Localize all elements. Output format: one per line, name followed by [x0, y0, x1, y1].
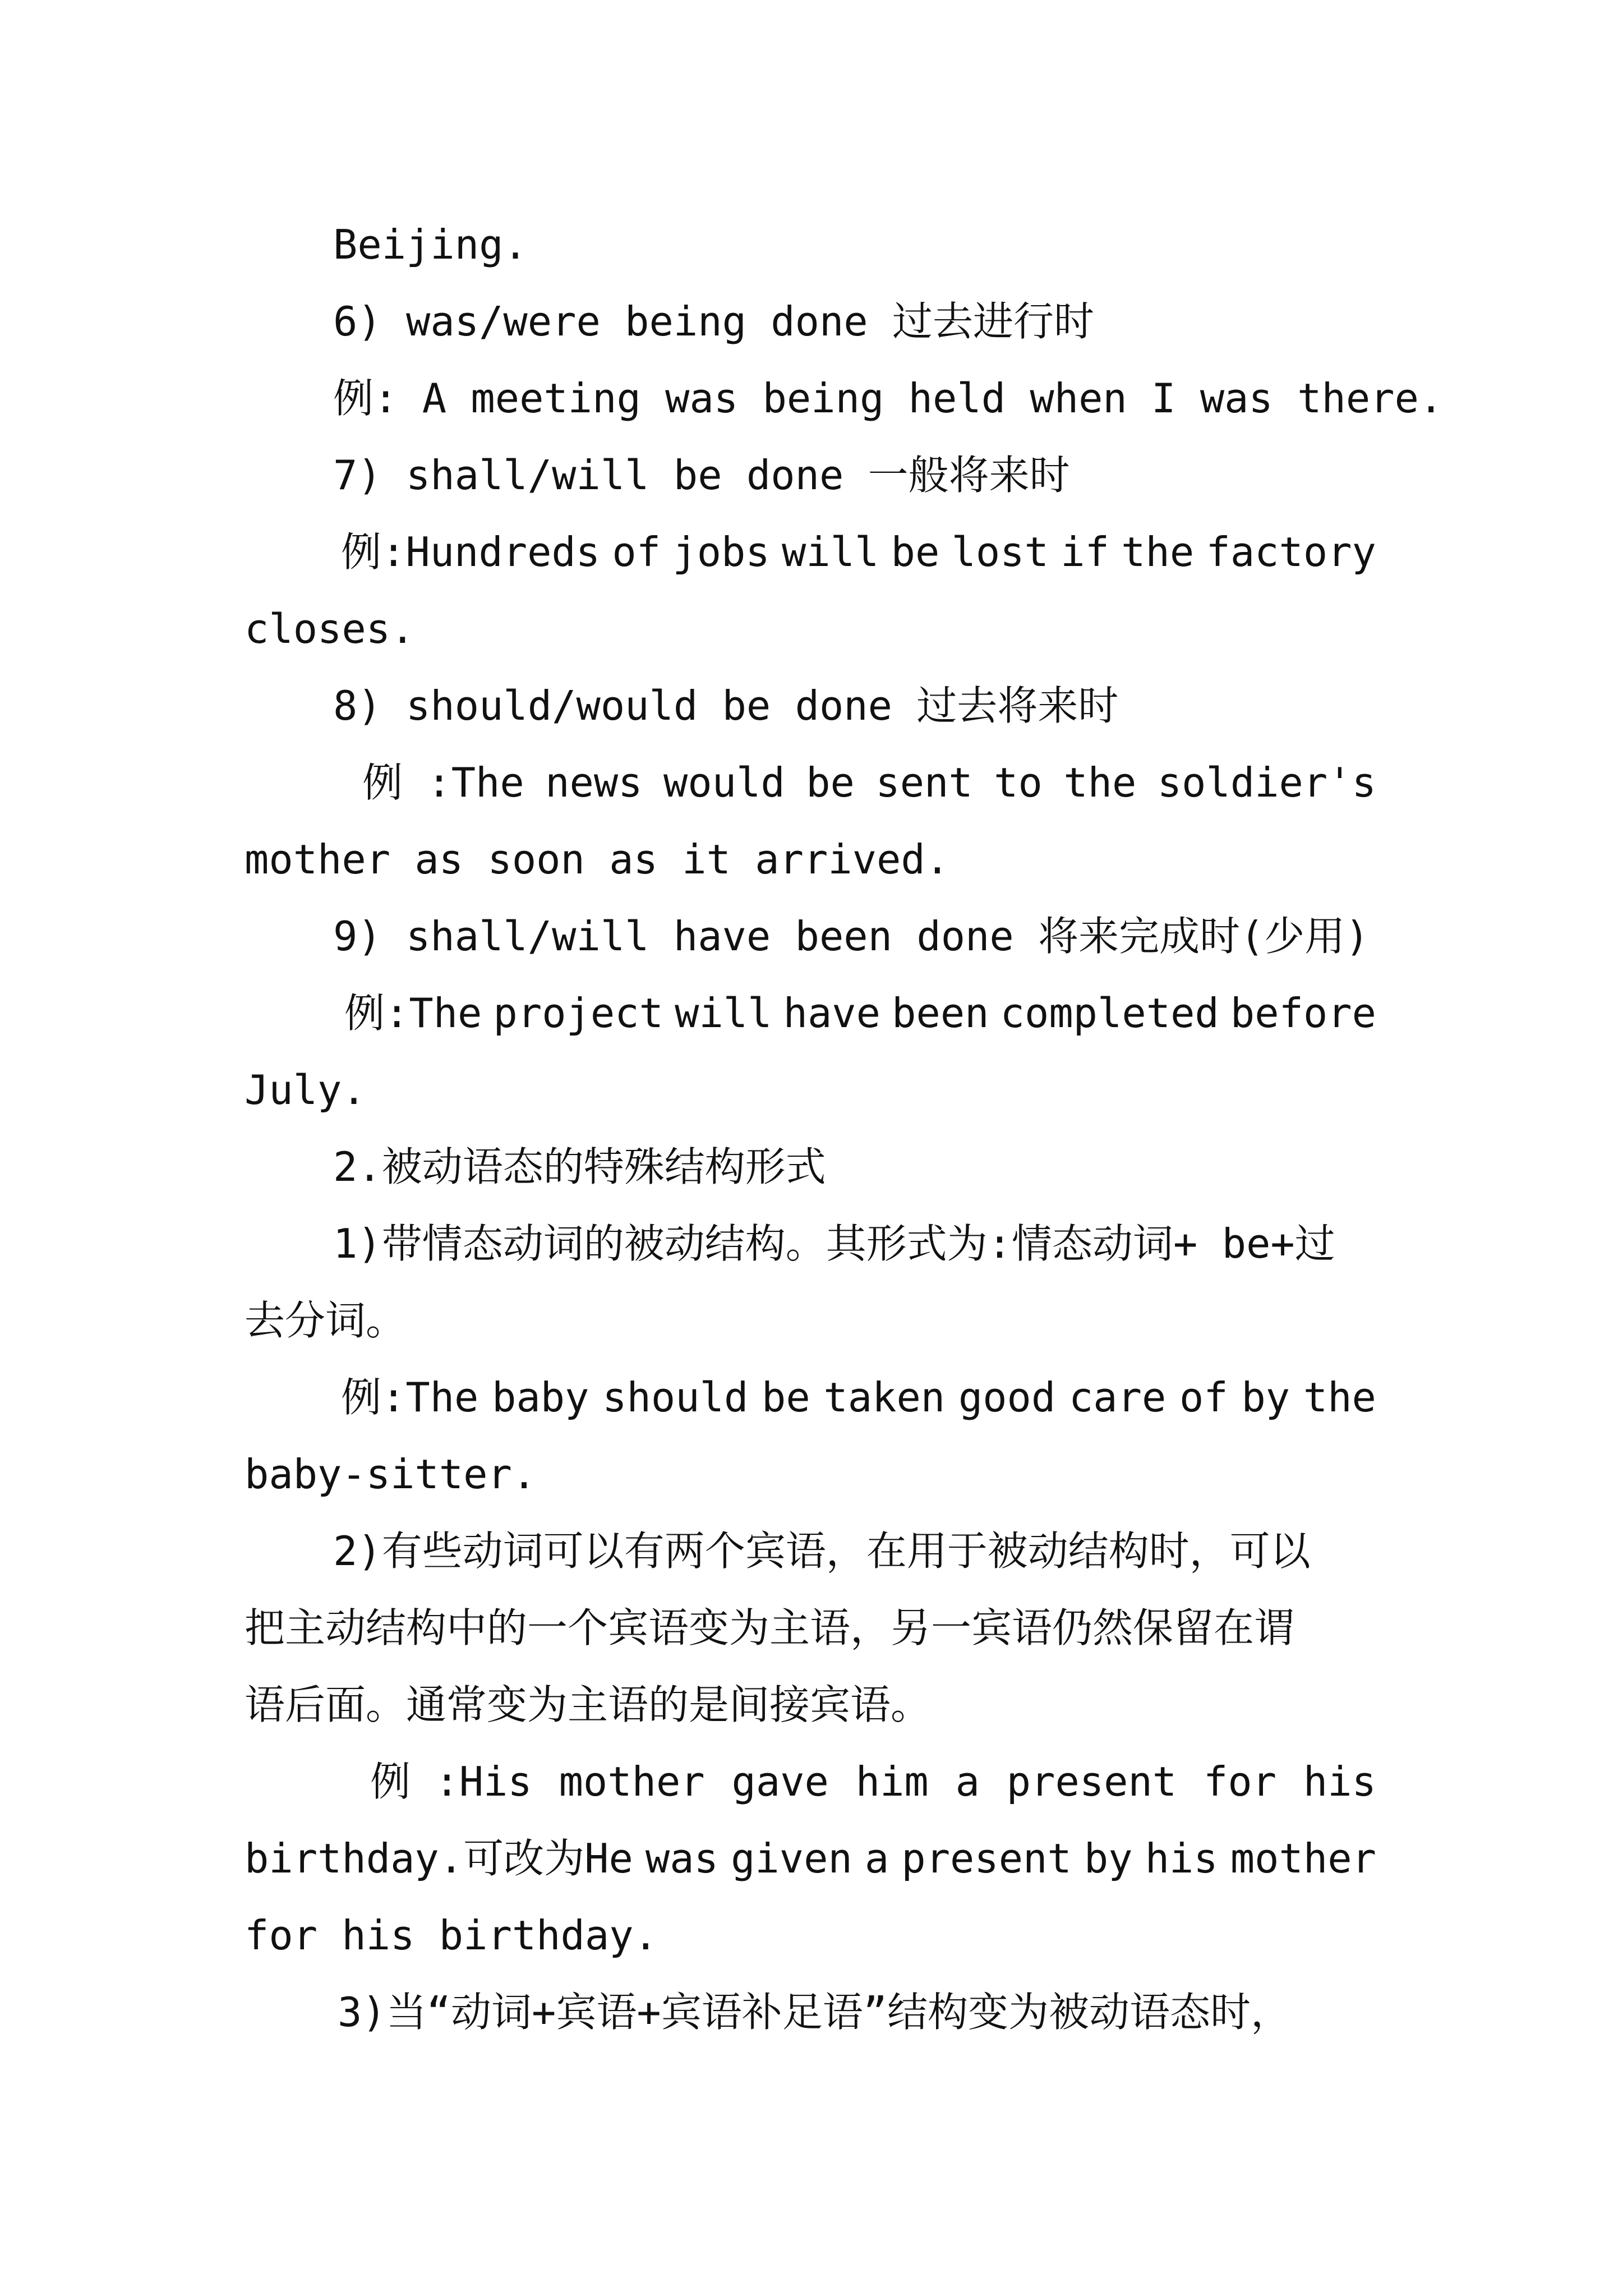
- text-line-19: 把主动结构中的一个宾语变为主语，另一宾语仍然保留在谓: [245, 1604, 1295, 1651]
- word: will: [675, 990, 772, 1037]
- word: the: [1121, 528, 1195, 576]
- word: given: [731, 1835, 852, 1882]
- word: of: [1179, 1374, 1228, 1421]
- word: to: [994, 759, 1043, 806]
- word: have: [783, 990, 880, 1037]
- word: lost: [951, 528, 1049, 576]
- word: if: [1061, 528, 1109, 576]
- word: jobs: [672, 528, 770, 576]
- word: 例:The: [341, 1374, 479, 1421]
- word: the: [1063, 759, 1137, 806]
- word: baby: [492, 1374, 589, 1421]
- word: 例:The: [344, 990, 482, 1037]
- word: gave: [731, 1758, 829, 1805]
- word: be: [762, 1374, 810, 1421]
- text-line-16: [341, 1374, 1376, 1421]
- word: for: [1204, 1758, 1277, 1805]
- word: will: [781, 528, 879, 576]
- word: before: [1230, 990, 1376, 1037]
- word: taken: [823, 1374, 946, 1421]
- word: should: [602, 1374, 749, 1421]
- word: 例:Hundreds: [341, 528, 601, 576]
- word: news: [545, 759, 643, 806]
- text-line-10: 9) shall/will have been done 将来完成时(少用): [333, 913, 1370, 960]
- text-line-8: [362, 759, 1376, 806]
- word: 例 :His: [370, 1758, 532, 1805]
- text-line-22: [245, 1835, 1376, 1882]
- word: present: [1006, 1758, 1177, 1805]
- word: mother: [559, 1758, 705, 1805]
- word: birthday.可改为He: [245, 1835, 633, 1882]
- text-line-15: 去分词。: [245, 1297, 407, 1344]
- text-line-24: 3)当“动词+宾语+宾语补足语”结构变为被动语态时，: [338, 1989, 1292, 2036]
- text-line-5: [341, 528, 1376, 576]
- word: good: [958, 1374, 1056, 1421]
- word: him: [855, 1758, 929, 1805]
- word: sent: [875, 759, 973, 806]
- word: of: [612, 528, 661, 576]
- word: 例 :The: [362, 759, 524, 806]
- text-line-20: 语后面。通常变为主语的是间接宾语。: [245, 1681, 932, 1728]
- text-line-14: 1)带情态动词的被动结构。其形式为:情态动词+ be+过: [333, 1220, 1335, 1267]
- text-line-4: 7) shall/will be done 一般将来时: [333, 452, 1070, 499]
- word: soldier's: [1157, 759, 1376, 806]
- word: by: [1083, 1835, 1133, 1882]
- text-line-3: 例: A meeting was being held when I was there.: [333, 375, 1444, 422]
- text-line-7: 8) should/would be done 过去将来时: [333, 682, 1119, 729]
- text-line-11: [344, 990, 1376, 1037]
- text-line-23: for his birthday.: [245, 1912, 658, 1959]
- text-line-17: baby-sitter.: [245, 1451, 537, 1498]
- word: completed: [1000, 990, 1219, 1037]
- word: would: [663, 759, 785, 806]
- text-line-13: 2.被动语态的特殊结构形式: [333, 1143, 826, 1190]
- word: care: [1068, 1374, 1166, 1421]
- word: the: [1303, 1374, 1376, 1421]
- word: present: [901, 1835, 1072, 1882]
- text-line-12: July.: [245, 1066, 366, 1114]
- word: be: [806, 759, 855, 806]
- word: a: [864, 1835, 889, 1882]
- word: a: [955, 1758, 980, 1805]
- word: his: [1145, 1835, 1218, 1882]
- text-line-2: 6) was/were being done 过去进行时: [333, 298, 1094, 345]
- word: project: [493, 990, 663, 1037]
- text-line-9: mother as soon as it arrived.: [245, 836, 950, 883]
- word: be: [891, 528, 940, 576]
- text-line-6: closes.: [245, 605, 415, 652]
- text-line-21: [370, 1758, 1376, 1805]
- word: by: [1241, 1374, 1290, 1421]
- text-line-18: 2)有些动词可以有两个宾语，在用于被动结构时，可以: [333, 1527, 1311, 1575]
- word: was: [645, 1835, 718, 1882]
- word: his: [1303, 1758, 1376, 1805]
- word: been: [892, 990, 989, 1037]
- word: factory: [1206, 528, 1376, 576]
- word: mother: [1230, 1835, 1376, 1882]
- text-line-1: Beijing.: [333, 221, 528, 268]
